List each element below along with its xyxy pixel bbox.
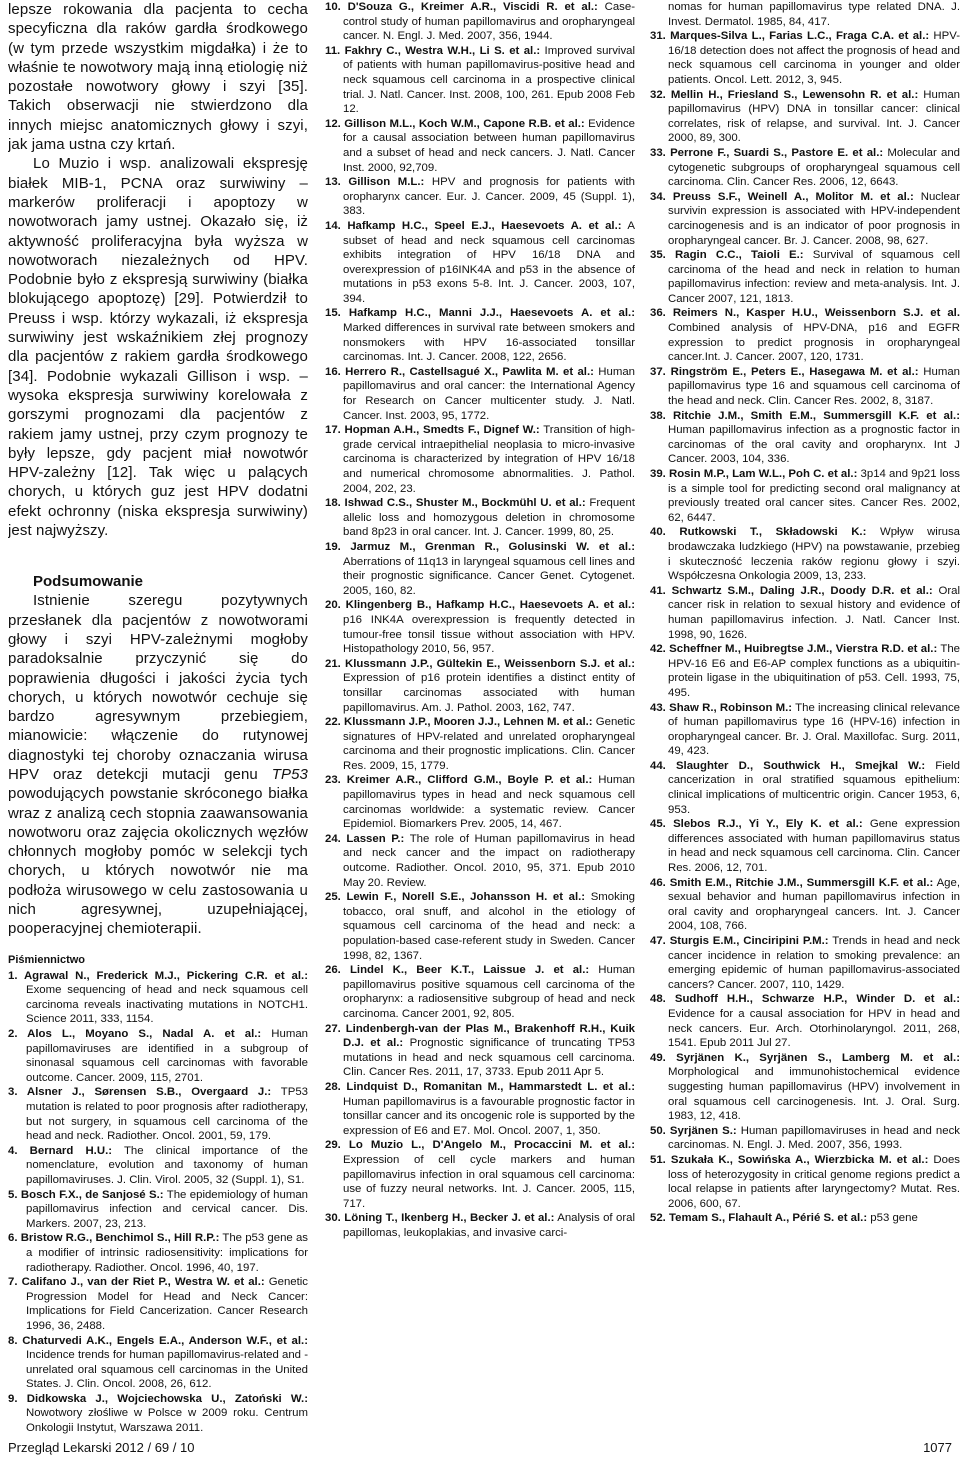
reference-title: Smoking tobacco, oral snuff, and alcohol in the etiology of squamous cell carcinoma of the head and neck: a population-based case-referent study in Sweden. Cancer 1998, 82, 1367.	[343, 891, 635, 962]
reference-authors: Perrone F., Suardi S., Pastore E. et al.:	[670, 146, 884, 159]
reference-item	[325, 540, 635, 598]
reference-title: Evidence for a causal association between human papillomavirus and a subset of head and neck cancers. J. Natl. Cancer Inst. 2000, 92,709.	[343, 117, 635, 174]
reference-title: Evidence for a causal association for HPV in head and neck cancers. Eur. Arch. Otorhinolaryngol. 2011, 268, 1541. Epub 2011 Jul 27.	[668, 1007, 960, 1050]
reference-item	[650, 525, 960, 583]
reference-number: 20.	[325, 599, 346, 612]
reference-number: 15.	[325, 307, 349, 320]
reference-number: 42.	[650, 643, 670, 656]
reference-authors: Fakhry C., Westra W.H., Li S. et al.:	[344, 44, 541, 57]
reference-title: p16 INK4A overexpression is frequently detected in tumour-free tonsil tissue without association with HPV. Histopathology 2010, 56, 957.	[343, 613, 635, 656]
reference-item	[650, 190, 960, 248]
reference-authors: Hafkamp H.C., Speel E.J., Haesevoets A. et al.:	[347, 219, 622, 232]
reference-number: 14.	[325, 219, 348, 232]
reference-title: Human papillomavirus type 16 and squamous cell carcinoma of the head and neck. Clin. Cancer Res. 2002, 8, 3187.	[668, 365, 960, 408]
reference-title: p53 gene	[867, 1212, 918, 1225]
reference-item	[325, 306, 635, 364]
reference-authors: Sudhoff H.H., Schwarze H.P., Winder D. et al.:	[674, 993, 960, 1006]
reference-title: Nuclear survivin expression is associated with HPV-independent carcinogenesis and is an indicator of poor prognosis in oropharyngeal cancer. Br. J. Cancer. 2008, 98, 627.	[668, 190, 960, 247]
reference-number: 51.	[650, 1153, 671, 1166]
reference-number: 3.	[8, 1086, 27, 1099]
reference-item	[325, 117, 635, 175]
reference-item	[8, 1188, 308, 1232]
reference-item	[650, 409, 960, 467]
reference-item	[650, 365, 960, 409]
reference-item	[650, 876, 960, 934]
reference-continuation: nomas for human papillomavirus type related DNA. J. Invest. Dermatol. 1985, 84, 417.	[668, 1, 960, 28]
summary-end: powodujących powstanie skróconego białka wraz z analizą cech stopnia zaawansowania nowotworu oraz zajęcia okolicznych węzłów chłonnych mogłoby pomóc w selekcji tych chorych, u których nowotwór nie ma podłoża wirusowego w celu zastosowania u nich agresywnej, uzupełniającej, pooperacyjnej chemioterapii.	[8, 785, 308, 938]
reference-authors: D'Souza G., Kreimer A.R., Viscidi R. et al.:	[347, 1, 598, 13]
reference-item	[650, 759, 960, 817]
reference-authors: Lindel K., Beer K.T., Laissue J. et al.:	[349, 964, 590, 977]
reference-number: 37.	[650, 365, 671, 378]
reference-number: 50.	[650, 1124, 670, 1137]
reference-number: 36.	[650, 307, 673, 320]
reference-item	[650, 642, 960, 700]
reference-title: Field cancerization in oral stratified squamous epithelium: clinical implications of multicentric origin. Cancer 1953, 6, 953.	[668, 759, 960, 816]
reference-number: 46.	[650, 876, 670, 889]
reference-authors: Klussmann J.P., Gültekin E., Weissenborn S.J. et al.:	[344, 657, 635, 670]
reference-title: Human papillomaviruses are identified in a subgroup of sinonasal squamous cell carcinomas with favorable outcome. Cancer. 2009, 115, 2701.	[26, 1028, 308, 1084]
reference-authors: Temam S., Flahault A., Périé S. et al.:	[669, 1212, 868, 1225]
reference-authors: Klussmann J.P., Mooren J.J., Lehnen M. et al.:	[344, 716, 593, 729]
reference-item	[325, 365, 635, 423]
reference-authors: Szukała K., Sowińska A., Wierzbicka M. et al.:	[670, 1153, 929, 1166]
reference-authors: Lindenbergh-van der Plas M., Brakenhoff R.H., Kuik D.J. et al.:	[343, 1022, 635, 1050]
reference-number: 18.	[325, 497, 345, 510]
reference-authors: Reimers N., Kasper H.U., Weissenborn S.J. et al.	[672, 307, 960, 320]
reference-item	[325, 963, 635, 1021]
reference-title: Gene expression differences associated with human papillomavirus status in head and neck squamous cell carcinoma. Clin. Cancer Res. 2006, 12, 701.	[668, 818, 960, 875]
reference-title: Molecular and cytogenetic subgroups of oropharyngeal squamous cell carcinoma. Clin. Cancer Res. 2006, 12, 6643.	[668, 146, 960, 189]
page-footer	[8, 1440, 960, 1460]
reference-title: Genetic signatures of HPV-related and unrelated oropharyngeal carcinoma and their prognostic implications. Clin. Cancer Res. 2009, 15, 1779.	[343, 716, 635, 772]
reference-authors: Gillison M.L., Koch W.M., Capone R.B. et al.:	[344, 117, 585, 130]
reference-number: 12.	[325, 117, 345, 130]
references-title: Piśmiennictwo	[8, 953, 86, 966]
reference-item	[650, 1124, 960, 1153]
reference-authors: Scheffner M., Huibregtse J.M., Vierstra R.D. et al.:	[669, 643, 938, 656]
reference-number: 45.	[650, 818, 674, 831]
reference-item	[325, 1022, 635, 1080]
reference-title: Human papillomavirus positive squamous cell carcinoma of the oropharynx: a radiosensitive subgroup of head and neck carcinoma. Cancer 2001, 92, 805.	[343, 964, 635, 1020]
reference-title: The clinical importance of the nomenclature, evolution and taxonomy of human papillomaviruses. J. Clin. Virol. 2005, 32 (Suppl. 1), S1.	[26, 1144, 308, 1186]
reference-number: 9.	[8, 1392, 27, 1405]
reference-title: Combined analysis of HPV-DNA, p16 and EGFR expression to predict prognosis in oropharyngeal cancer.Int. J. Cancer. 2007, 120, 1731.	[668, 322, 960, 364]
reference-item	[325, 657, 635, 715]
reference-title: Aberrations of 11q13 in laryngeal squamous cell lines and their prognostic significance. Cancer Genet. Cytogenet. 2005, 160, 82.	[343, 555, 635, 597]
reference-authors: Slaughter D., Southwick H., Smejkal W.:	[675, 759, 926, 772]
reference-number: 29.	[325, 1139, 349, 1152]
reference-item	[325, 175, 635, 219]
reference-item	[325, 715, 635, 773]
reference-number: 4.	[8, 1144, 30, 1157]
reference-title: Analysis of oral papillomas, leukoplakias, and invasive carci-	[343, 1212, 635, 1239]
reference-title: Genetic Progression Model for Head and Neck Cancer: Implications for Field Cancerization. Cancer Research 1996, 36, 2488.	[26, 1276, 308, 1332]
reference-authors: Bernard H.U.:	[29, 1144, 113, 1157]
reference-number: 5.	[8, 1188, 21, 1201]
reference-item	[650, 146, 960, 190]
reference-authors: Mellin H., Friesland S., Lewensohn R. et al.:	[670, 88, 919, 101]
reference-number: 13.	[325, 176, 349, 189]
reference-item	[325, 423, 635, 496]
reference-item	[650, 992, 960, 1050]
reference-number: 41.	[650, 584, 672, 597]
reference-authors: Smith E.M., Ritchie J.M., Summersgill K.F. et al.:	[669, 876, 934, 889]
reference-authors: Herrero R., Castellsagué X., Pawlita M. et al.:	[345, 365, 594, 378]
reference-number: 7.	[8, 1276, 22, 1289]
reference-title: Human papillomavirus and oral cancer: the International Agency for Research on Cancer multicenter study. J. Natl. Cancer. Inst. 2003, 95, 1772.	[343, 365, 635, 422]
reference-authors: Gillison M.L.:	[348, 176, 425, 189]
reference-title: Case-control study of human papillomavirus and oropharyngeal cancer. N. Engl. J. Med. 2007, 356, 1944.	[343, 1, 635, 43]
reference-authors: Agrawal N., Frederick M.J., Pickering C.R. et al.:	[23, 969, 308, 982]
reference-item	[325, 832, 635, 890]
reference-authors: Syrjänen K., Syrjänen S., Lamberg M. et al.:	[676, 1051, 960, 1064]
reference-title: The role of Human papillomavirus in head and neck cancer and the impact on radiotherapy outcome. Radiother. Oncol. 2010, 95, 371. Epub 2010 May 20. Review.	[343, 832, 635, 889]
reference-authors: Lassen P.:	[346, 832, 405, 845]
reference-title: Survival of squamous cell carcinoma of the head and neck in relation to human papillomavirus infection: review and meta-analysis. Int. J. Cancer 2007, 121, 1813.	[668, 249, 960, 305]
reference-item	[650, 1153, 960, 1211]
reference-title: Human papillomavirus types in head and neck squamous cell carcinomas worldwide: a systematic review. Cancer Epidemiol. Biomarkers Prev. 2005, 14, 467.	[343, 774, 635, 831]
reference-title: Morphological and immunohistochemical evidence suggesting human papillomavirus (HPV) involvement in oral squamous cell carcinogenesis. Int. J. Oral. Surg. 1983, 12, 418.	[668, 1066, 960, 1123]
reference-number: 48.	[650, 993, 675, 1006]
reference-number: 2.	[8, 1028, 28, 1041]
reference-authors: Klingenberg B., Hafkamp H.C., Haesevoets A. et al.:	[345, 599, 635, 612]
reference-number: 8.	[8, 1334, 23, 1347]
reference-item	[325, 1138, 635, 1211]
left-column	[8, 0, 308, 1436]
reference-number: 31.	[650, 30, 671, 43]
reference-title: Improved survival of patients with human papillomavirus-positive head and neck squamous cell carcinoma in a prospective clinical trial. J. Natl. Cancer. Inst. 2008, 100, 261. Epub 2008 Feb 12.	[343, 44, 635, 116]
reference-number: 21.	[325, 657, 345, 670]
reference-title: HPV and prognosis for patients with oropharynx cancer. Eur. J. Cancer. 2009, 45 (Suppl. 1), 383.	[343, 176, 635, 218]
reference-title: Oral cancer risk in relation to sexual history and evidence of human papillomavirus infection. J. Natl. Cancer Inst. 1998, 90, 1626.	[668, 584, 960, 641]
summary-text	[8, 591, 308, 938]
reference-item	[650, 934, 960, 992]
reference-authors: Chaturvedi A.K., Engels E.A., Anderson W.F., et al.:	[22, 1334, 308, 1347]
reference-authors: Ragin C.C., Taioli E.:	[675, 249, 804, 262]
reference-item	[8, 969, 308, 1027]
reference-authors: Alsner J., Sørensen S.B., Overgaard J.:	[26, 1086, 272, 1099]
reference-item	[650, 1211, 960, 1226]
reference-item	[650, 1051, 960, 1124]
reference-title: Human papillomavirus (HPV) DNA in tonsillar cancer: clinical correlates, risk of relapse, and survival. Int. J. Cancer 2000, 89, 300.	[668, 88, 960, 145]
reference-number: 16.	[325, 365, 346, 378]
reference-title: Expression of p16 protein identifies a distinct entity of tonsillar carcinomas associated with human papillomavirus. Am. J. Pathol. 2003, 162, 747.	[343, 672, 635, 714]
reference-title: Incidence trends for human papillomavirus-related and -unrelated oral squamous cell carcinomas in the United States. J. Clin. Oncol. 2008, 26, 612.	[26, 1349, 308, 1391]
reference-number: 33.	[650, 146, 671, 159]
reference-title: Marked differences in survival rate between smokers and nonsmokers with HPV 16-associated tonsillar carcinomas. Int. J. Cancer. 2008, 122, 2656.	[343, 322, 635, 364]
reference-number: 49.	[650, 1051, 677, 1064]
reference-authors: Lewin F., Norell S.E., Johansson H. et al.:	[346, 891, 586, 904]
reference-authors: Shaw R., Robinson M.:	[669, 701, 793, 714]
reference-title: Trends in head and neck cancer incidence in relation to smoking prevalence: an emerging epidemic of human papillomavirus-associated cancers? Cancer. 2007, 110, 1429.	[668, 935, 960, 991]
gene-name: TP53	[271, 765, 308, 783]
reference-number: 44.	[650, 759, 676, 772]
reference-item	[8, 1231, 308, 1275]
reference-item	[8, 1144, 308, 1188]
reference-item	[8, 1334, 308, 1392]
reference-authors: Jarmuz M., Grenman R., Golusinski W. et al.:	[350, 540, 635, 553]
page-number: 1077	[923, 1440, 952, 1455]
reference-item	[8, 1085, 308, 1143]
reference-authors: Hafkamp H.C., Manni J.J., Haesevoets A. et al.:	[348, 307, 635, 320]
reference-authors: Lo Muzio L., D'Angelo M., Procaccini M. et al.:	[348, 1139, 635, 1152]
reference-authors: Lindquist D., Romanitan M., Hammarstedt L. et al.:	[346, 1080, 635, 1093]
reference-title: Does loss of heterozygosity in critical genome regions predict a local relapse in patients after laryngectomy? Mutat. Res. 2006, 600, 67.	[668, 1153, 960, 1210]
reference-authors: Kreimer A.R., Clifford G.M., Boyle P. et al.:	[346, 774, 593, 787]
reference-number: 6.	[8, 1232, 21, 1245]
reference-item	[8, 1392, 308, 1436]
section-title: Podsumowanie	[33, 573, 144, 591]
reference-title: The p53 gene as a modifier of intrinsic radiosensitivity: implications for radiotherapy. Radiother. Oncol. 1996, 40, 197.	[26, 1232, 308, 1274]
reference-authors: Schwartz S.M., Daling J.R., Doody D.R. et al.:	[671, 584, 933, 597]
reference-title: Human papillomavirus infection as a prognostic factor in carcinomas of the oral cavity and oropharynx. Int J Cancer. 2003, 104, 336.	[668, 424, 960, 466]
reference-number: 28.	[325, 1080, 347, 1093]
reference-authors: Bosch F.X., de Sanjosé S.:	[20, 1188, 164, 1201]
paragraph	[8, 591, 308, 938]
reference-title: A subset of head and neck squamous cell carcinomas exhibits integration of HPV 16/18 DNA and overexpression of p16INK4A and p53 in the absence of mutations in p53 exons 5-8. Int. J. Cancer. 2003, 107, 394.	[343, 219, 635, 305]
reference-number: 17.	[325, 424, 345, 437]
reference-authors: Ringström E., Peters E., Hasegawa M. et al.:	[670, 365, 919, 378]
reference-title: HPV-16/18 detection does not affect the prognosis of head and neck squamous cell carcinoma in younger and older patients. Oncol. Lett. 2012, 3, 945.	[668, 30, 960, 86]
reference-authors: Preuss S.F., Weinell A., Molitor M. et al.:	[672, 190, 914, 203]
journal-name: Przegląd Lekarski 2012 / 69 / 10	[8, 1440, 195, 1455]
reference-item	[325, 598, 635, 656]
reference-list	[325, 0, 635, 1240]
reference-item	[8, 1275, 308, 1333]
reference-number: 22.	[325, 716, 345, 729]
reference-number: 24.	[325, 832, 347, 845]
reference-authors: Rutkowski T., Składowski K.:	[679, 526, 867, 539]
reference-authors: Ritchie J.M., Smith E.M., Summersgill K.F. et al.:	[673, 409, 960, 422]
reference-number: 30.	[325, 1212, 345, 1225]
reference-item	[650, 248, 960, 306]
reference-item	[325, 219, 635, 307]
right-column	[650, 0, 960, 1226]
reference-number: 35.	[650, 249, 676, 262]
reference-title: Exome sequencing of head and neck squamous cell carcinoma reveals inactivating mutations in NOTCH1. Science 2011, 333, 1154.	[26, 984, 308, 1026]
reference-item	[8, 1027, 308, 1085]
reference-authors: Ishwad C.S., Shuster M., Bockmühl U. et al.:	[344, 497, 586, 510]
reference-item	[650, 817, 960, 875]
paragraph: Lo Muzio i wsp. analizowali ekspresję białek MIB-1, PCNA oraz surwiwiny – markerów proliferacji i apoptozy w nowotworach jamy ustnej. Okazało się, iż aktywność proliferacyjna była wyższa w nowotworach niezależnych od HPV. Podobnie było z ekspresją surwiwiny (białka blokującego apoptozę) [29]. Potwierdził to Preuss i wsp. którzy wykazali, iż ekspresja surwiwiny jest wskaźnikiem złej prognozy dla pacjentów z rakiem gardła środkowego [34]. Podobnie wykazali Gillison i wsp. – wysoka ekspresja surwiwiny korelowała z gorszymi prognozami dla pacjentów z rakiem jamy ustnej, przy czym prognozy te były lepsze, gdy pacjent miał nowotwór HPV-zależny [12]. Tak więc u palących chorych, u których guz jest HPV dodatni efekt ochronny (niska ekspresja surwiwiny) jest najwyższy.	[8, 155, 308, 540]
reference-title: The epidemiology of human papillomavirus infection and cervical cancer. Dis. Markers. 2007, 23, 213.	[26, 1188, 308, 1230]
reference-number: 38.	[650, 409, 674, 422]
reference-item	[325, 890, 635, 963]
reference-title: Human papillomavirus is a favourable prognostic factor in tonsillar cancer and its oncogenic role is supported by the expression of E6 and E7. Mol. Oncol. 2007, 1, 350.	[343, 1095, 635, 1137]
reference-number: 26.	[325, 964, 350, 977]
reference-item	[325, 773, 635, 831]
reference-number: 1.	[8, 969, 24, 982]
reference-authors: Löning T., Ikenberg H., Becker J. et al.:	[344, 1212, 555, 1225]
reference-title: TP53 mutation is related to poor prognosis after radiotherapy, but not surgery, in squamous cell carcinoma of the head and neck. Radiother. Oncol. 2001, 59, 179.	[26, 1086, 308, 1143]
reference-item	[325, 496, 635, 540]
reference-authors: Bristow R.G., Benchimol S., Hill R.P.:	[20, 1232, 220, 1245]
reference-authors: Slebos R.J., Yi Y., Ely K. et al.:	[673, 818, 863, 831]
reference-number: 27.	[325, 1022, 346, 1035]
reference-authors: Alos L., Moyano S., Nadal A. et al.:	[27, 1028, 262, 1041]
reference-item	[650, 88, 960, 146]
reference-authors: Marques-Silva L., Farias L.C., Fraga C.A. et al.:	[670, 30, 930, 43]
reference-number: 52.	[650, 1212, 669, 1225]
reference-title: 3p14 and 9p21 loss is a simple tool for predicting second oral malignancy at previously treated oral cancer sites. Cancer Res. 2002, 62, 6447.	[668, 468, 960, 524]
summary-start: Istnienie szeregu pozytywnych przesłanek dla pacjentów z nowotworami głowy i szyi HPV-zależnymi mogłoby paradoksalnie przyczynić się do poprawienia długości i jakości życia tych chorych, u których nowotwór cechuje się bardzo agresywnym przebiegiem, mianowicie: włączenie do rutynowej diagnostyki tej choroby oznaczania wirusa HPV oraz detekcji mutacji genu	[8, 592, 308, 783]
reference-number: 25.	[325, 891, 347, 904]
reference-number: 19.	[325, 540, 351, 553]
reference-number: 43.	[650, 701, 670, 714]
reference-list	[650, 29, 960, 1226]
reference-item	[650, 29, 960, 87]
reference-item	[325, 1211, 635, 1240]
reference-number: 10.	[325, 1, 348, 13]
reference-item	[650, 306, 960, 364]
reference-item	[650, 701, 960, 759]
reference-number: 40.	[650, 526, 680, 539]
reference-authors: Syrjänen S.:	[669, 1124, 737, 1137]
reference-authors: Hopman A.H., Smedts F., Dignef W.:	[344, 424, 540, 437]
body-text	[8, 0, 308, 540]
reference-item	[650, 584, 960, 642]
reference-number: 11.	[325, 44, 345, 57]
reference-title: Nowotwory złośliwe w Polsce w 2009 roku. Centrum Onkologii Instytut, Warszawa 2011.	[26, 1407, 308, 1435]
reference-item	[325, 1080, 635, 1138]
reference-title: Transition of high-grade cervical intraepithelial neoplasia to micro-invasive carcinoma is characterized by integration of HPV 16/18 and numerical chromosome abnormalities. J. Pathol. 2004, 202, 23.	[343, 424, 635, 495]
reference-title: The increasing clinical relevance of human papillomavirus type 16 (HPV-16) infection in oropharyngeal cancer. Br. J. Oral. Maxillofac. Surg. 2011, 49, 423.	[668, 701, 960, 758]
reference-number: 39.	[650, 468, 669, 480]
reference-authors: Didkowska J., Wojciechowska U., Zatoński W.:	[26, 1392, 308, 1405]
middle-column	[325, 0, 635, 1240]
reference-item	[650, 467, 960, 525]
reference-number: 32.	[650, 88, 671, 101]
reference-item	[325, 0, 635, 44]
reference-authors: Sturgis E.M., Cinciripini P.M.:	[669, 935, 829, 947]
reference-number: 23.	[325, 774, 347, 787]
reference-authors: Califano J., van der Riet P., Westra W. et al.:	[21, 1276, 265, 1289]
reference-title: Human papillomaviruses in head and neck carcinomas. N. Engl. J. Med. 2007, 356, 1993.	[668, 1124, 960, 1152]
reference-title: Wpływ wirusa brodawczaka ludzkiego (HPV) na powstawanie, przebieg i skuteczność leczenia raków regionu głowy i szyi. Współczesna Onkologia 2009, 13, 233.	[668, 526, 960, 583]
reference-item	[325, 44, 635, 117]
reference-title: The HPV-16 E6 and E6-AP complex functions as a ubiquitin-protein ligase in the ubiquitination of p53. Cell. 1993, 75, 495.	[668, 643, 960, 699]
reference-title: Expression of cell cycle markers and human papillomavirus infection in oral squamous cell carcinoma: use of fuzzy neural networks. Int. J. Cancer. 2005, 115, 717.	[343, 1153, 635, 1210]
reference-number: 47.	[650, 935, 670, 947]
paragraph: lepsze rokowania dla pacjenta to cecha specyficzna dla raków gardła środkowego (w tym przede wszystkim migdałka) i że to właśnie te nowotwory mają inną etiologię niż pozostałe nowotwory głowy i szyi [35]. Takich obserwacji nie stwierdzono dla innych miejsc anatomicznych głowy i szyi, jak jama ustna czy krtań.	[8, 1, 308, 154]
reference-title: Frequent allelic loss and homozygous deletion in chromosome band 8p23 in oral cancer. Int. J. Cancer. 1999, 80, 25.	[343, 497, 635, 539]
reference-list	[8, 969, 308, 1436]
reference-authors: Rosin M.P., Lam W.L., Poh C. et al.:	[669, 468, 858, 480]
reference-title: Age, sexual behavior and human papillomavirus infection in oral cavity and oropharyngeal cancers. Int. J. Cancer 2004, 108, 766.	[668, 876, 960, 933]
reference-title: Prognostic significance of truncating TP53 mutations in head and neck squamous cell carcinoma. Clin. Cancer Res. 2011, 17, 3733. Epub 2011 Apr 5.	[343, 1037, 635, 1079]
reference-number: 34.	[650, 190, 673, 203]
